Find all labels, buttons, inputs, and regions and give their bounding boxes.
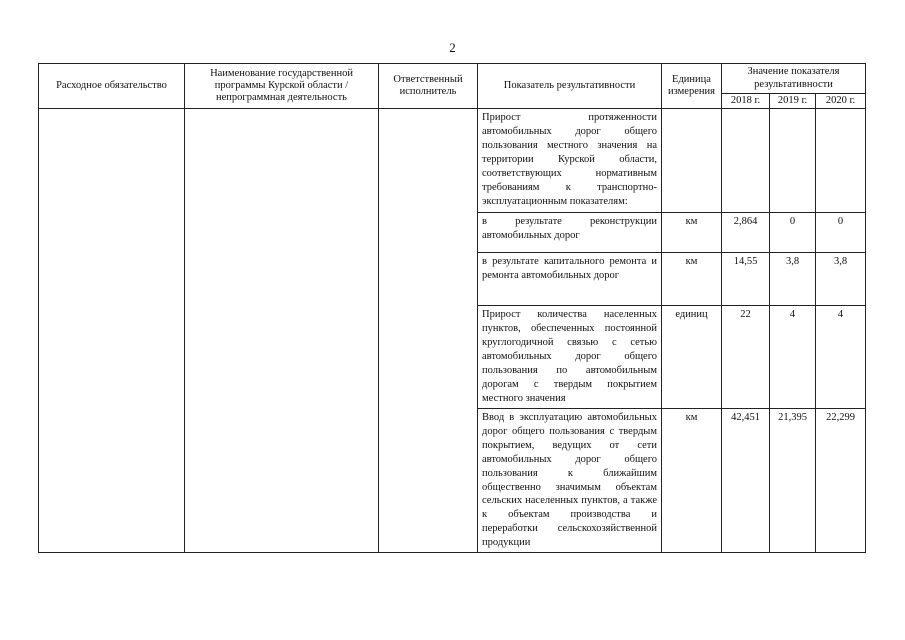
value-2020: 4: [816, 306, 866, 409]
executor-cell: [379, 109, 478, 553]
obligation-cell: [39, 109, 185, 553]
header-values: Значение показателя результативности: [722, 64, 866, 94]
value-2020: 22,299: [816, 408, 866, 553]
header-indicator: Показатель результативности: [478, 64, 662, 109]
unit-cell: единиц: [662, 306, 722, 409]
value-2019: [770, 109, 816, 213]
indicator-cell: Ввод в эксплуатацию автомобильных дорог общего пользования с твердым покрытием, ведущих от сети автомобильных дорог общего пользования к ближайшим общественно значимым объектам сельских населенных пунктов, а также к объектам производства и переработки сельскохозяйственной продукции: [478, 408, 662, 553]
header-unit: Единица измерения: [662, 64, 722, 109]
header-year-2020: 2020 г.: [816, 94, 866, 109]
value-2020: 3,8: [816, 253, 866, 306]
value-2020: 0: [816, 213, 866, 253]
value-2019: 3,8: [770, 253, 816, 306]
unit-cell: км: [662, 253, 722, 306]
indicator-cell: Прирост протяженности автомобильных дорог общего пользования местного значения на территории Курской области, соответствующих нормативным требованиям к транспортно-эксплуатационным показателям:: [478, 109, 662, 213]
indicator-cell: в результате реконструкции автомобильных дорог: [478, 213, 662, 253]
unit-cell: км: [662, 213, 722, 253]
page-number: 2: [449, 40, 456, 55]
indicator-cell: Прирост количества населенных пунктов, обеспеченных постоянной круглогодичной связью с сетью автомобильных дорог общего пользования по автомобильным дорогам с твердым покрытием местного значения: [478, 306, 662, 409]
unit-cell: [662, 109, 722, 213]
header-year-2018: 2018 г.: [722, 94, 770, 109]
indicators-table: [38, 63, 866, 553]
value-2018: 2,864: [722, 213, 770, 253]
value-2020: [816, 109, 866, 213]
header-year-2019: 2019 г.: [770, 94, 816, 109]
table-row: [39, 109, 866, 213]
value-2018: 22: [722, 306, 770, 409]
value-2019: 21,395: [770, 408, 816, 553]
unit-cell: км: [662, 408, 722, 553]
header-obligation: Расходное обязательство: [39, 64, 185, 109]
value-2019: 4: [770, 306, 816, 409]
value-2018: [722, 109, 770, 213]
header-executor: Ответственный исполнитель: [379, 64, 478, 109]
header-program: Наименование государственной программы Курской области / непрограммная деятельность: [185, 64, 379, 109]
program-cell: [185, 109, 379, 553]
indicator-cell: в результате капитального ремонта и ремонта автомобильных дорог: [478, 253, 662, 306]
value-2018: 42,451: [722, 408, 770, 553]
value-2018: 14,55: [722, 253, 770, 306]
value-2019: 0: [770, 213, 816, 253]
